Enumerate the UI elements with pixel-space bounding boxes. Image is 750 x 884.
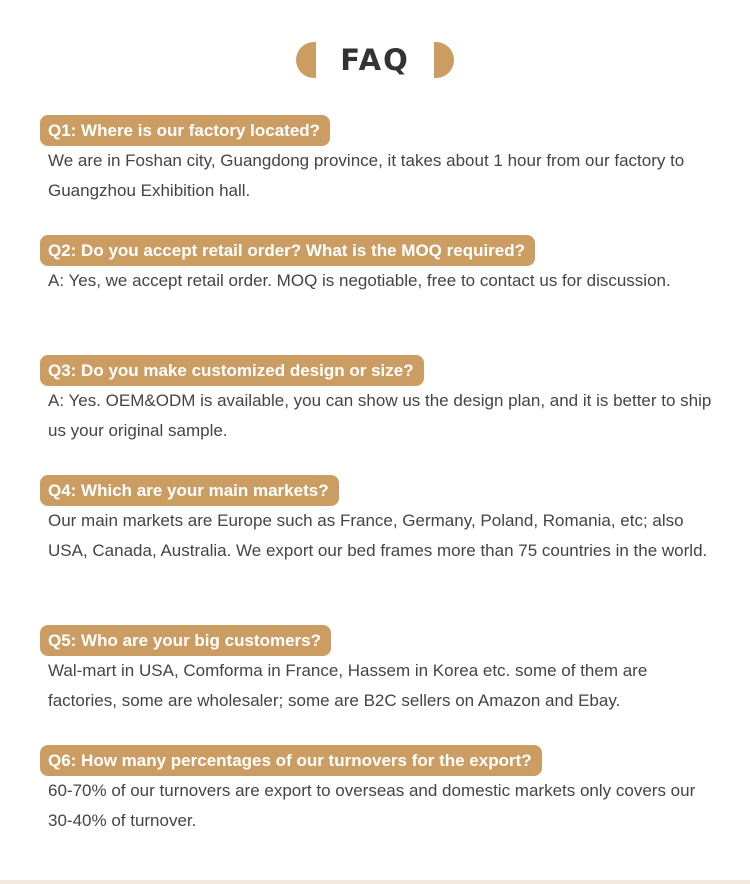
question-badge: Q1: Where is our factory located? bbox=[40, 115, 330, 146]
left-bracket-ornament bbox=[296, 42, 316, 78]
question-badge: Q2: Do you accept retail order? What is the MOQ required? bbox=[40, 235, 535, 266]
page-title: FAQ bbox=[340, 43, 410, 77]
answer-text: We are in Foshan city, Guangdong province, it takes about 1 hour from our factory to Guangzhou Exhibition hall. bbox=[48, 151, 685, 200]
answer-text: A: Yes, we accept retail order. MOQ is negotiable, free to contact us for discussion. bbox=[48, 271, 671, 290]
right-bracket-ornament bbox=[434, 42, 454, 78]
faq-item-5 bbox=[40, 625, 720, 716]
answer-text: A: Yes. OEM&ODM is available, you can show us the design plan, and it is better to ship us your original sample. bbox=[48, 391, 712, 440]
question-badge: Q6: How many percentages of our turnovers for the export? bbox=[40, 745, 542, 776]
faq-header bbox=[0, 40, 750, 80]
answer-text: 60-70% of our turnovers are export to overseas and domestic markets only covers our 30-40% of turnover. bbox=[48, 781, 696, 830]
faq-item-4 bbox=[40, 475, 720, 566]
faq-item-2 bbox=[40, 235, 720, 296]
bottom-divider bbox=[0, 880, 750, 884]
faq-item-1 bbox=[40, 115, 720, 206]
answer-text: Our main markets are Europe such as France, Germany, Poland, Romania, etc; also USA, Canada, Australia. We export our bed frames more than 75 countries in the world. bbox=[48, 511, 708, 560]
question-badge: Q5: Who are your big customers? bbox=[40, 625, 331, 656]
faq-item-6 bbox=[40, 745, 720, 836]
question-badge: Q3: Do you make customized design or size? bbox=[40, 355, 424, 386]
question-badge: Q4: Which are your main markets? bbox=[40, 475, 339, 506]
faq-item-3 bbox=[40, 355, 720, 446]
answer-text: Wal-mart in USA, Comforma in France, Hassem in Korea etc. some of them are factories, some are wholesaler; some are B2C sellers on Amazon and Ebay. bbox=[48, 661, 648, 710]
